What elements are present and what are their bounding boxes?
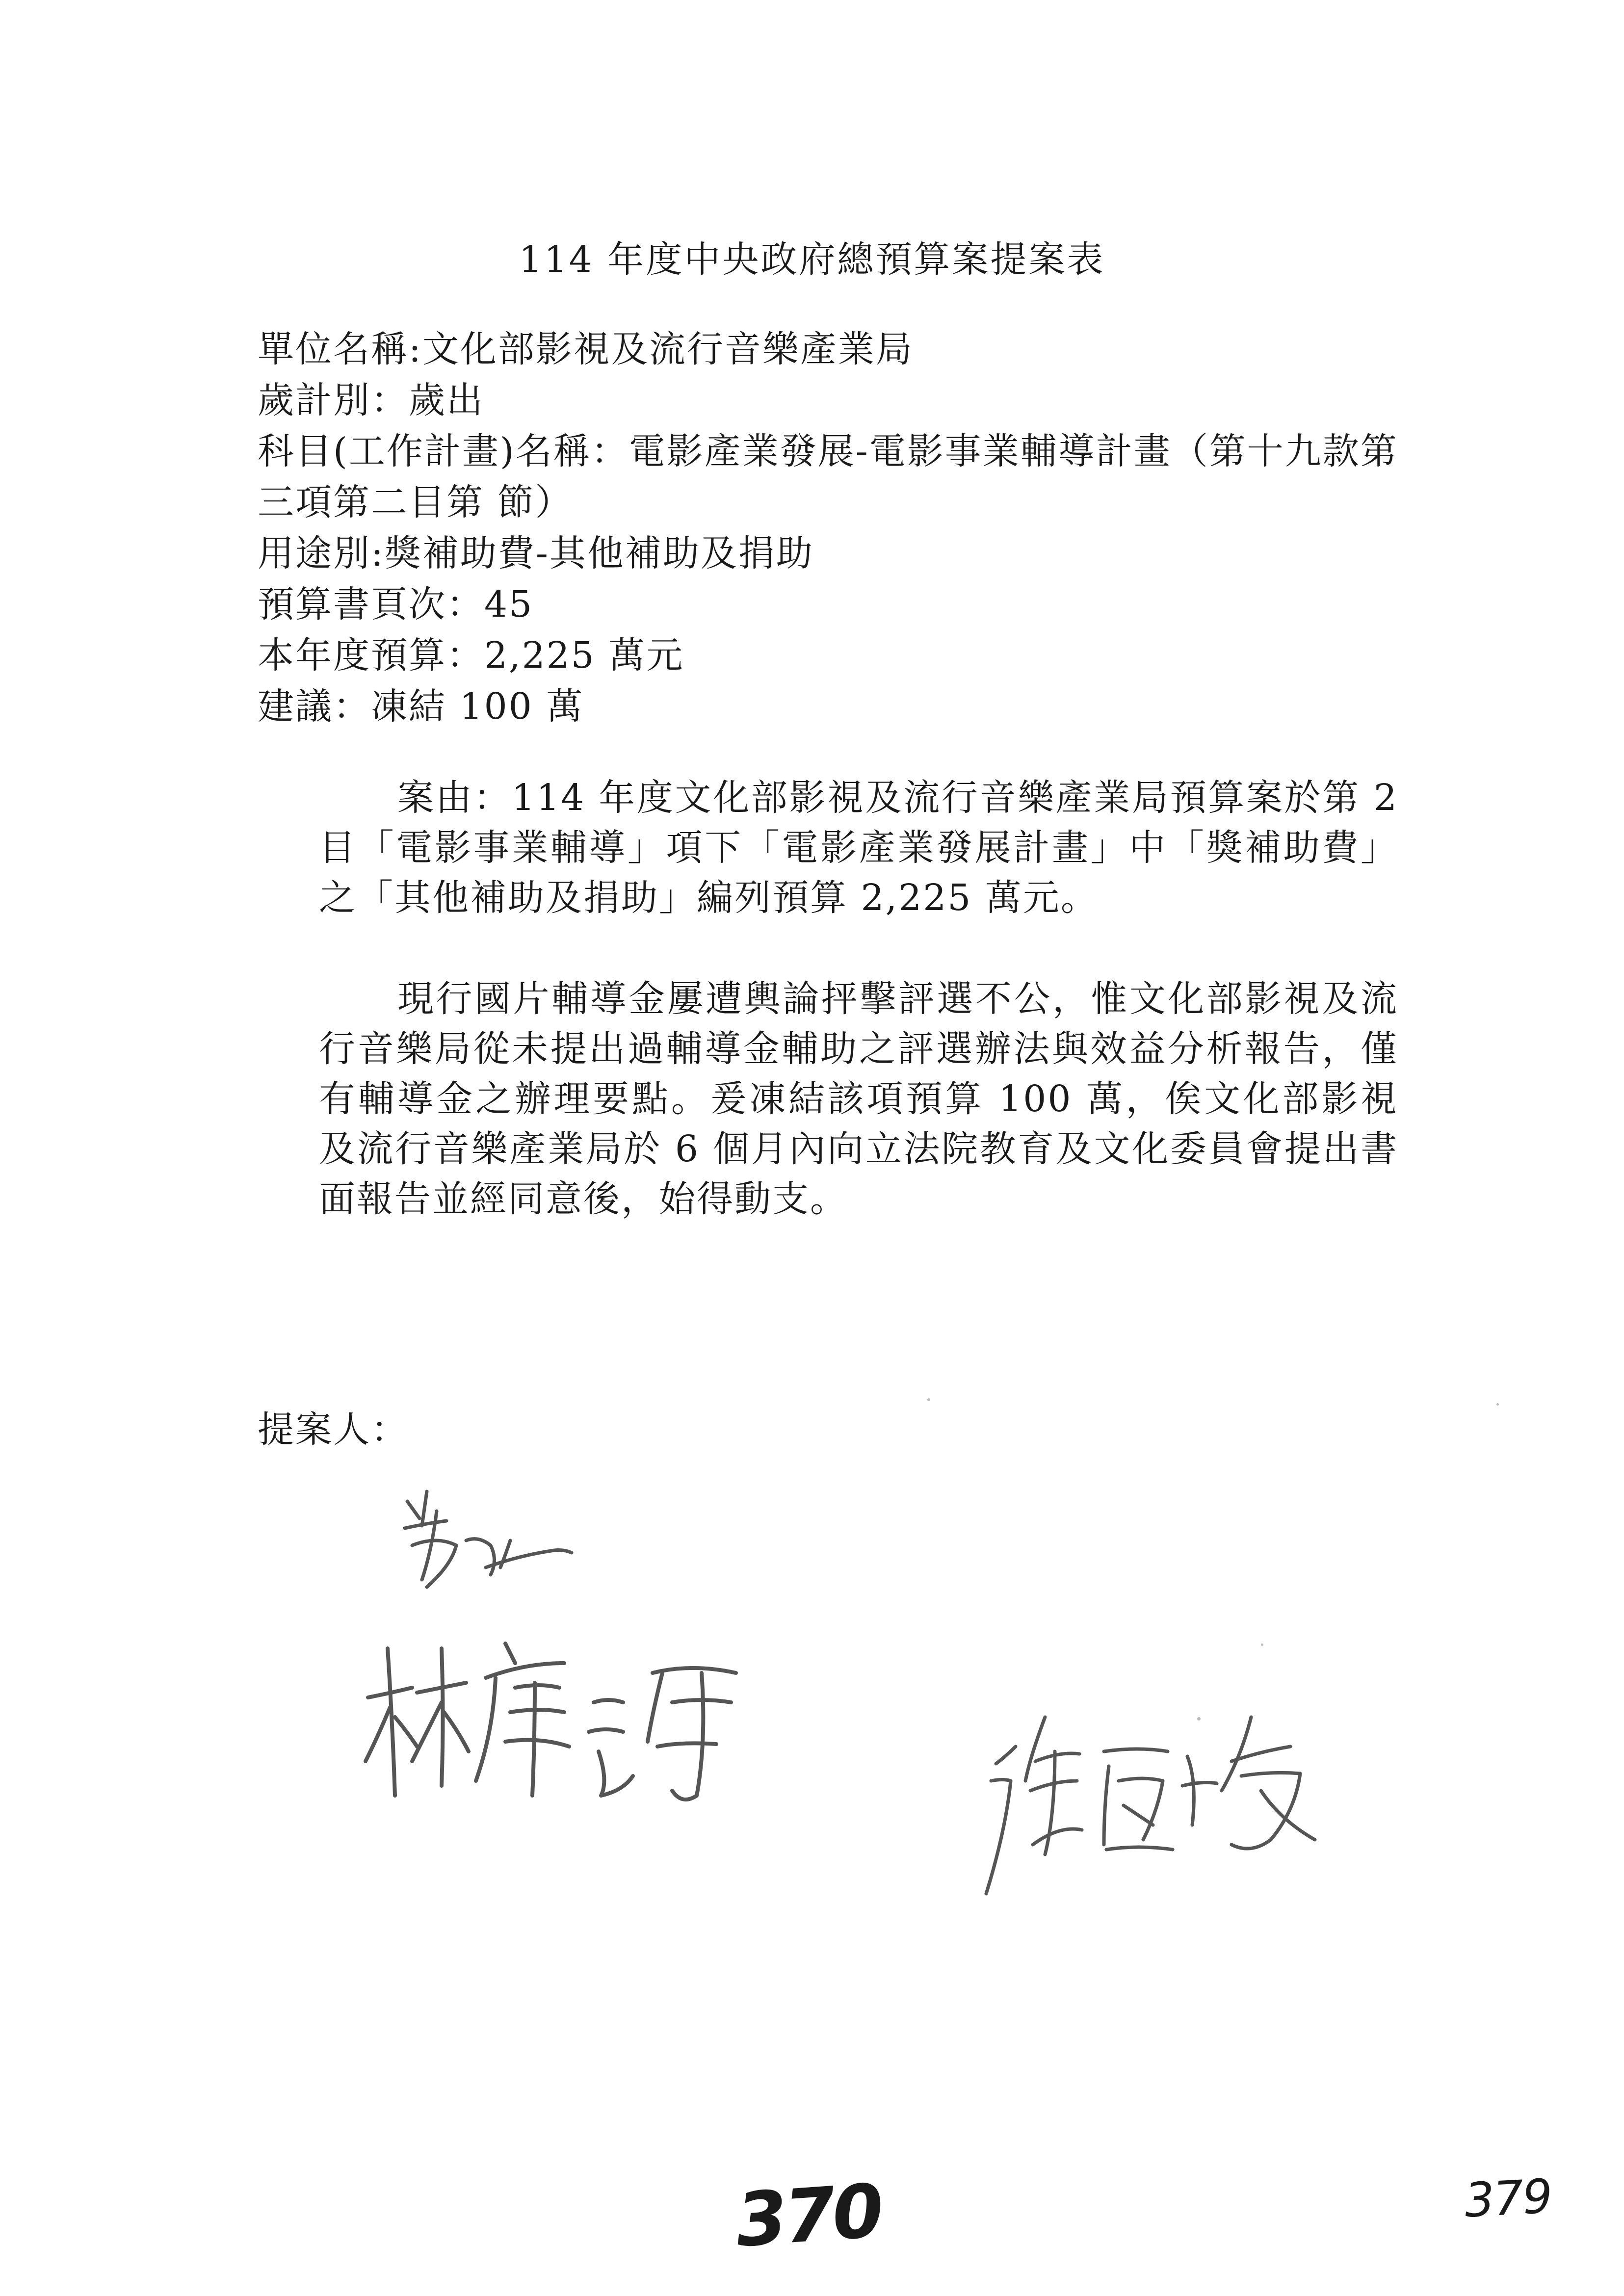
scan-speck xyxy=(1496,1403,1499,1406)
document-title: 114 年度中央政府總預算案提案表 xyxy=(519,238,1105,281)
handwritten-page-number: 370 xyxy=(733,2168,884,2264)
corner-page-number: 379 xyxy=(1463,2168,1553,2228)
field-subject: 科目(工作計畫)名稱：電影產業發展-電影事業輔導計畫（第十九款第三項第二目第 節） xyxy=(258,430,1398,523)
field-annual-budget: 本年度預算：2,225 萬元 xyxy=(258,634,684,677)
paragraph-explanation: 現行國片輔導金屢遭輿論抨擊評選不公，惟文化部影視及流行音樂局從未提出過輔導金輔助之評選辦法與效益分析報告，僅有輔導金之辦理要點。爰凍結該項預算 100 萬，俟文化部影視及流行音樂產業局於 6 個月內向立法院教育及文化委員會提出書面報告並經同意後，始得動支。 xyxy=(319,978,1398,1220)
field-account: 歲計別：歲出 xyxy=(258,379,484,421)
field-unit: 單位名稱:文化部影視及流行音樂產業局 xyxy=(258,328,914,370)
scan-speck xyxy=(1197,1717,1201,1721)
field-usage: 用途別:獎補助費-其他補助及捐助 xyxy=(258,532,814,574)
proposal-fields xyxy=(258,324,1411,732)
field-suggestion: 建議：凍結 100 萬 xyxy=(258,685,584,728)
scan-speck xyxy=(1261,1644,1263,1646)
paragraph-reason: 案由：114 年度文化部影視及流行音樂產業局預算案於第 2 目「電影事業輔導」項下「電影產業發展計畫」中「獎補助費」之「其他補助及捐助」編列預算 2,225 萬元。 xyxy=(319,777,1398,919)
signature-3 xyxy=(976,1707,1330,1904)
proposer-label: 提案人： xyxy=(258,1409,409,1451)
scan-speck xyxy=(927,1398,930,1401)
signature-1 xyxy=(393,1482,589,1609)
signature-2 xyxy=(358,1634,790,1820)
field-budget-page: 預算書頁次：45 xyxy=(258,583,534,626)
